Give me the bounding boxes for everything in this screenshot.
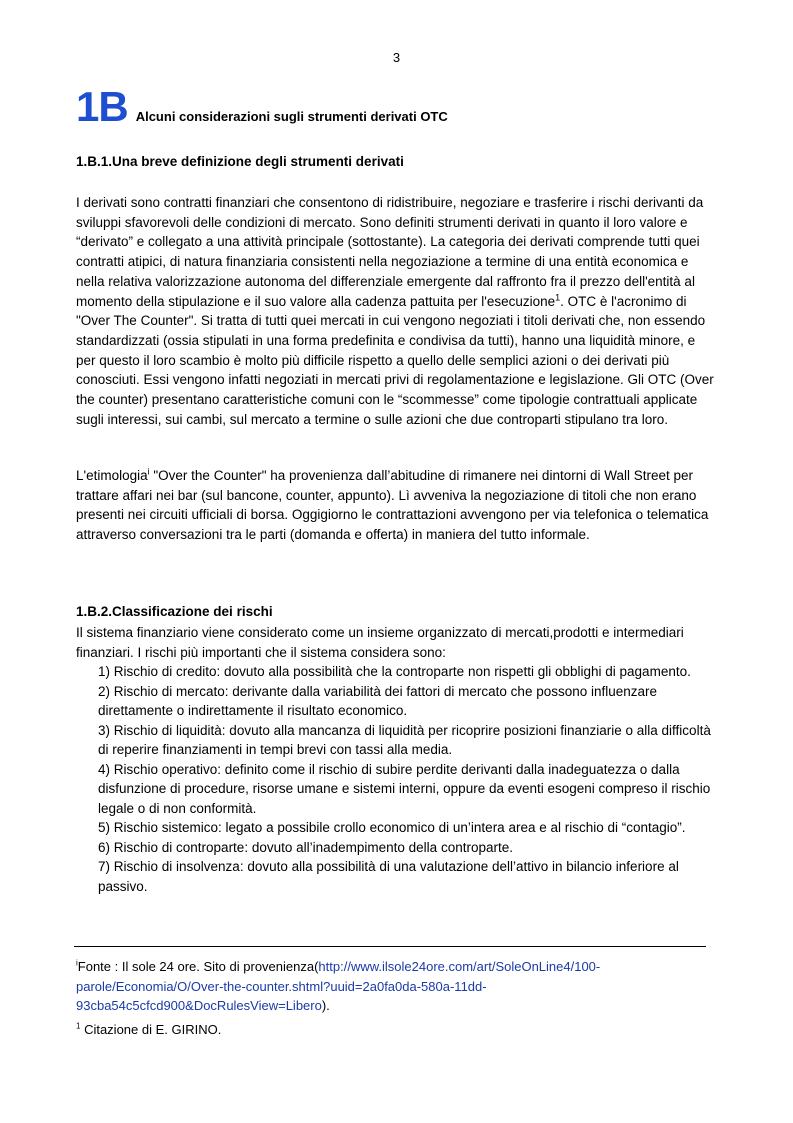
paragraph-text: L'etimologia [76, 468, 148, 483]
list-item: 1) Rischio di credito: dovuto alla possibilità che la controparte non rispetti gli obblighi di pagamento. [98, 664, 691, 679]
footnote-i [76, 957, 696, 1016]
footnote-reference[interactable]: 1 [555, 292, 561, 303]
page-number: 3 [392, 50, 401, 65]
chapter-heading [76, 83, 448, 130]
chapter-title: Alcuni considerazioni sugli strumenti derivati OTC [135, 109, 448, 124]
footnote-text: ). [321, 998, 330, 1013]
list-item: 2) Rischio di mercato: derivante dalla variabilità dei fattori di mercato che possono influenzare direttamente o indirettamente il risultato economico. [98, 683, 658, 718]
chapter-number: 1B [76, 83, 128, 130]
paragraph-text: . OTC è l'acronimo di "Over The Counter". Si tratta di tutti quei mercati in cui vengono negoziati i titoli derivati che, non essendo standardizzati (ossia stipulati in una forma predefinita e condivisa da tutti), hanno una liquidità minore, e per questo il loro scambio è molto più difficile rispetto a quello delle semplici azioni o dei derivati più conosciuti. Essi vengono infatti negoziati in mercati privi di regolamentazione e legislazione. Gli OTC (Over the counter) presentano caratteristiche comuni con le “scommesse” come tipologie contrattuali applicate sugli interessi, sui cambi, sul mercato a termine o sulle azioni che due controparti stipulano tra loro. [76, 293, 714, 427]
footnote-text: Citazione di E. GIRINO. [80, 1021, 222, 1037]
footnote-reference[interactable]: i [147, 466, 150, 477]
list-item: 6) Rischio di controparte: dovuto all’inadempimento della controparte. [98, 839, 513, 855]
footnote-divider [74, 946, 706, 947]
section-heading-definition: 1.B.1.Una breve definizione degli strumenti derivati [76, 154, 404, 169]
paragraph-etimologia [76, 466, 716, 545]
footnote-text: Fonte : Il sole 24 ore. Sito di provenienza( [77, 959, 319, 974]
list-item: 3) Rischio di liquidità: dovuto alla mancanza di liquidità per ricoprire posizioni finanziarie o alla difficoltà di reperire finanziamenti in tempi brevi con tassi alla media. [98, 722, 711, 757]
paragraph-derivati-definition [76, 193, 716, 429]
list-item: 7) Rischio di insolvenza: dovuto alla possibilità di una valutazione dell’attivo in bilancio inferiore al passivo. [98, 859, 679, 894]
paragraph-text: I derivati sono contratti finanziari che consentono di ridistribuire, negoziare e trasferire i rischi derivanti da sviluppi sfavorevoli delle condizioni di mercato. Sono definiti strumenti derivati in quanto il loro valore e “derivato” e collegato a una attività principale (sottostante). La categoria dei derivati comprende tutti quei contratti atipici, di natura finanziaria consistenti nella negoziazione a termine di una entità economica e nella relativa valorizzazione autonoma del differenziale emergente dal raffronto fra il prezzo dell'entità al momento della stipulazione e il suo valore alla cadenza pattuita per l'esecuzione [76, 195, 704, 309]
footnote-marker: i [76, 958, 78, 968]
list-item: 4) Rischio operativo: definito come il rischio di subire perdite derivanti dalla inadeguatezza o dalla disfunzione di procedure, risorse umane e sistemi interni, oppure da eventi esogeni compreso il rischio legale o di non conformità. [98, 761, 711, 816]
paragraph-rischi-intro: Il sistema finanziario viene considerato come un insieme organizzato di mercati,prodotti e intermediari finanziari. I rischi più importanti che il sistema considera sono: [76, 625, 684, 660]
risk-list [98, 662, 718, 896]
footnotes [76, 957, 696, 1043]
section-heading-rischi: 1.B.2.Classificazione dei rischi [76, 604, 273, 619]
list-item: 5) Rischio sistemico: legato a possibile crollo economico di un’intera area e al rischio di “contagio”. [98, 820, 686, 835]
footnote-1 [76, 1020, 696, 1040]
paragraph-text: "Over the Counter" ha provenienza dall’abitudine di rimanere nei dintorni di Wall Street per trattare affari nei bar (sul bancone, counter, appunto). Lì avveniva la negoziazione di titoli che non erano presenti nei circuiti ufficiali di borsa. Oggigiorno le contrattazioni avvengono per via telefonica o telematica attraverso conversazioni tra le parti (domanda e offerta) in maniera del tutto informale. [76, 468, 709, 543]
footnote-marker: 1 [76, 1021, 81, 1031]
source-link[interactable]: http://www.ilsole24ore.com/art/SoleOnLine4/100-parole/Economia/O/Over-the-counter.shtml?uuid=2a0fa0da-580a-11dd-93cba54c5cfcd900&DocRulesView=Libero [76, 959, 601, 1013]
